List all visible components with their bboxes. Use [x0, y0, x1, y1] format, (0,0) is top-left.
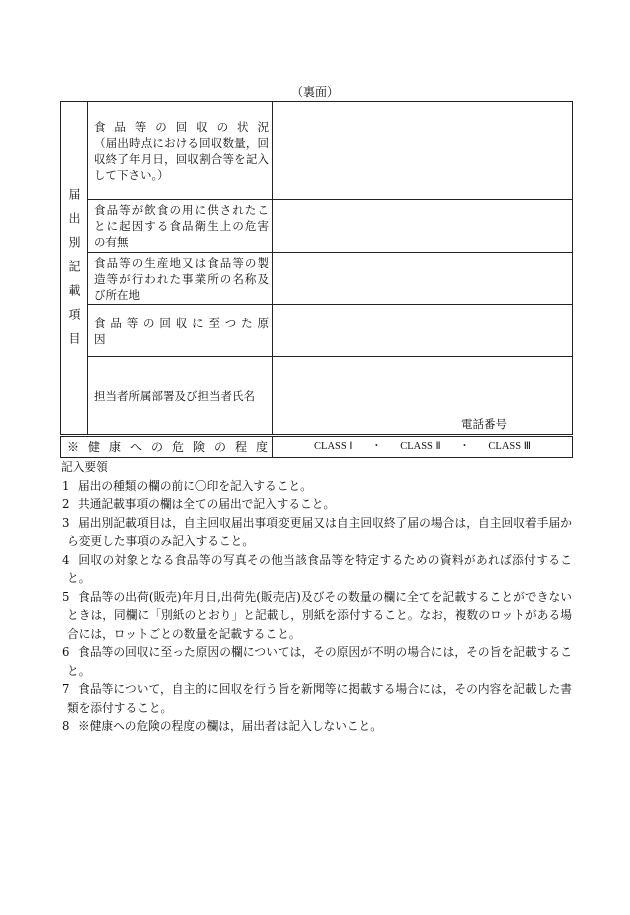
row-label-line: 収終了年月日，回収割合等を記入 — [94, 151, 269, 166]
row-label-line: 食品等の生産地又は食品等の製 — [94, 255, 269, 270]
report-items-table — [60, 101, 573, 458]
row-label-cell — [88, 102, 273, 200]
row-label-line: して下さい。） — [94, 167, 169, 182]
hazard-options — [273, 436, 573, 458]
hazard-option-class-1: CLASS Ⅰ — [314, 441, 353, 452]
table-row — [61, 253, 573, 305]
instruction-number: 2 — [62, 497, 70, 511]
instruction-text: 食品等について，自主的に回収を行う旨を新聞等に掲載する場合には，その内容を記載した書類を添付すること。 — [67, 682, 572, 715]
row-label-line: 造等が行われた事業所の名称及 — [94, 271, 269, 286]
row-value-cell — [273, 357, 573, 436]
row-label-cell — [88, 200, 273, 253]
table-row — [61, 305, 573, 357]
instruction-text: 食品等の出荷(販売)年月日,出荷先(販売店)及びその数量の欄に全てを記載することができないときは，同欄に「別紙のとおり」と記載し，別紙を添付すること。なお，複数のロットがある場合には，ロットごとの数量を記載すること。 — [67, 589, 572, 641]
instruction-item — [60, 717, 572, 736]
row-label-line: の有無 — [94, 235, 129, 249]
row-label-line: とに起因する食品衛生上の危害 — [94, 219, 269, 233]
table-row — [61, 102, 573, 200]
table-row — [61, 357, 573, 436]
page-side-title: （裏面） — [290, 85, 339, 99]
instruction-number: 4 — [62, 552, 70, 567]
table-row — [61, 200, 573, 253]
row-label-line: び所在地 — [94, 287, 140, 302]
row-label-cell — [88, 253, 273, 305]
instruction-number: 7 — [62, 682, 70, 696]
instruction-item — [60, 551, 572, 588]
instructions-section — [60, 458, 572, 736]
instruction-text: 共通記載事項の欄は全ての届出で記入すること。 — [78, 497, 336, 511]
instruction-number: 3 — [62, 515, 70, 530]
instruction-item — [60, 643, 572, 680]
instruction-item — [60, 680, 572, 717]
row-label-line: （届出時点における回収数量，回 — [94, 135, 269, 150]
row-label-line: 食 品 等 の 回 収 の 状 況 — [94, 119, 269, 134]
hazard-separator: ・ — [459, 441, 470, 452]
instruction-item — [60, 514, 572, 551]
row-label-cell — [88, 305, 273, 357]
group-label-cell — [61, 102, 88, 436]
instruction-number: 1 — [62, 478, 70, 493]
row-value-cell — [273, 305, 573, 357]
instruction-text: 届出別記載項目は，自主回収届出事項変更届又は自主回収終了届の場合は，自主回収着手届から変更した事項のみ記入すること。 — [67, 515, 572, 548]
instruction-text: 食品等の回収に至った原因の欄については，その原因が不明の場合には，その旨を記載すること。 — [67, 645, 572, 678]
instruction-item — [60, 477, 572, 496]
instruction-number: 5 — [62, 589, 70, 604]
row-label-line: 食品等が飲食の用に供されたこ — [94, 203, 269, 217]
hazard-option-class-2: CLASS Ⅱ — [400, 441, 441, 452]
instructions-title: 記入要領 — [61, 460, 108, 474]
row-label-cell — [88, 357, 273, 436]
instruction-number: 8 — [62, 719, 70, 733]
hazard-row — [61, 436, 573, 458]
instruction-text: ※健康への危険の程度の欄は，届出者は記入しないこと。 — [78, 719, 382, 733]
instruction-item — [60, 495, 572, 514]
row-label-line: 食 品 等 の 回 収 に 至 つ た 原 因 — [94, 315, 269, 346]
group-label: 届出別記載項目 — [67, 188, 81, 356]
row-value-cell — [273, 200, 573, 253]
row-value-cell — [273, 102, 573, 200]
row-label-line: 担当者所属部署及び担当者氏名 — [94, 388, 255, 403]
hazard-option-class-3: CLASS Ⅲ — [488, 441, 531, 452]
row-value-cell — [273, 253, 573, 305]
instruction-text: 届出の種類の欄の前に〇印を記入すること。 — [78, 478, 312, 493]
instruction-number: 6 — [62, 645, 70, 659]
phone-label: 電話番号 — [461, 417, 507, 431]
hazard-separator: ・ — [371, 441, 382, 452]
hazard-label: ※ 健 康 へ の 危 険 の 程 度 — [61, 436, 273, 458]
instruction-text: 回収の対象となる食品等の写真その他当該食品等を特定するための資料があれば添付すること。 — [67, 552, 572, 585]
instruction-item — [60, 588, 572, 644]
